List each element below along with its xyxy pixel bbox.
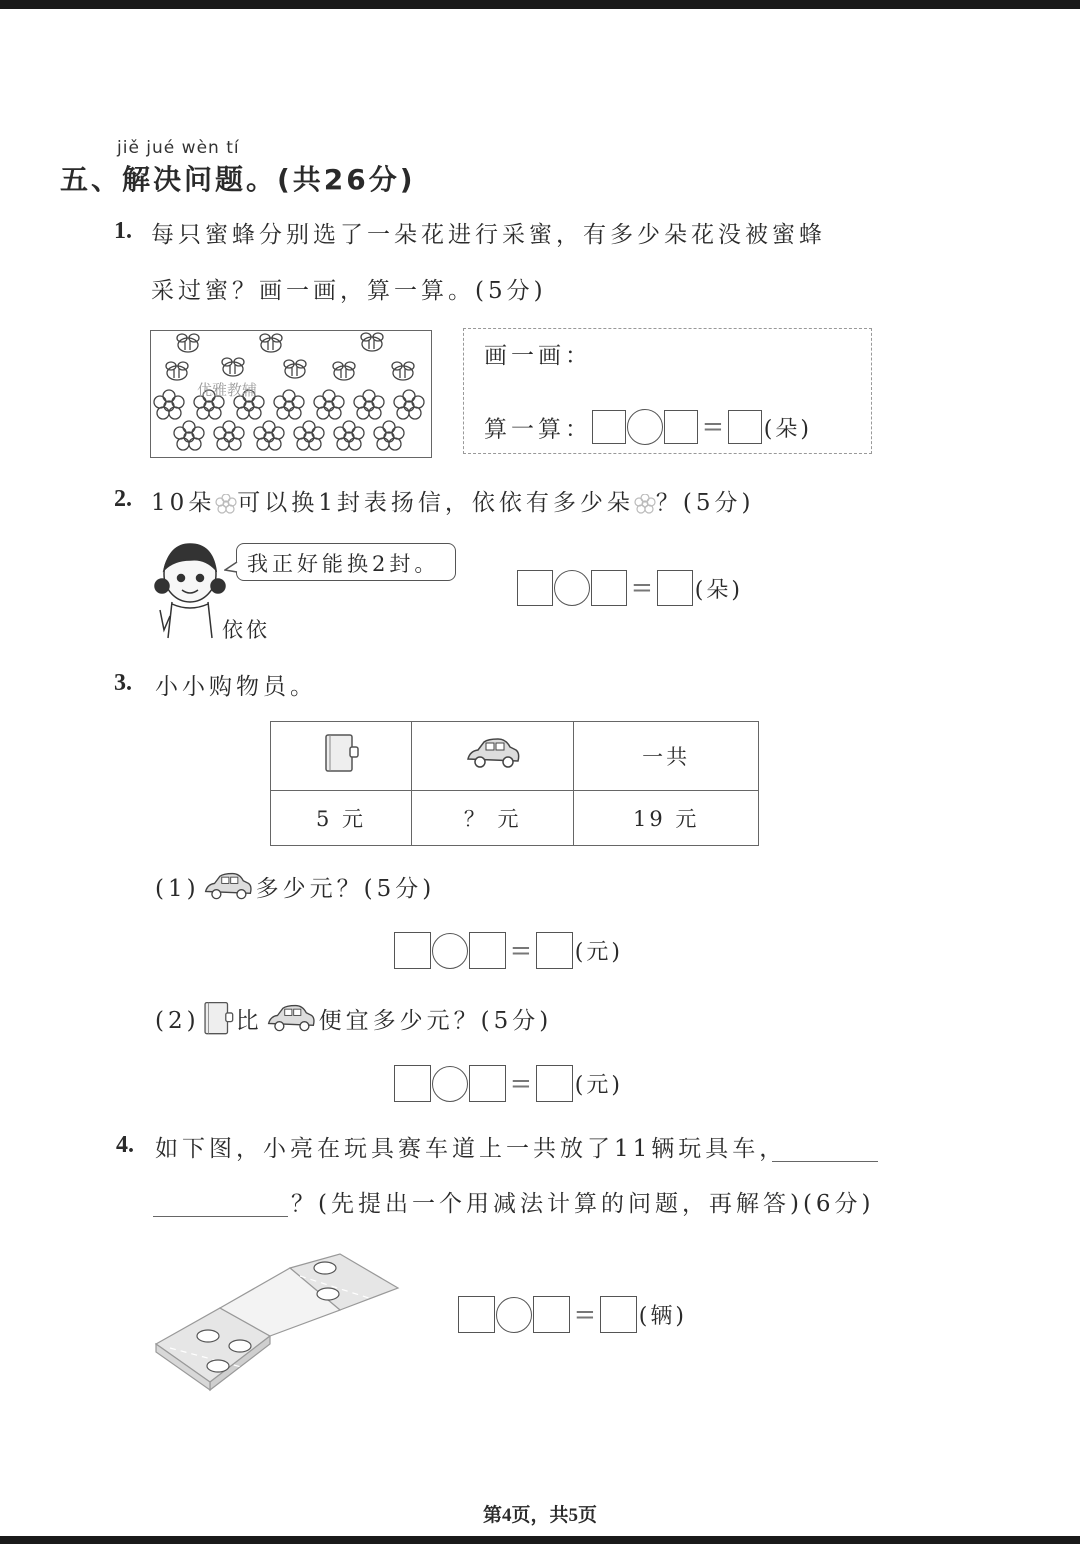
q2-text-c: ？(5分) bbox=[655, 490, 755, 516]
equals-sign: = bbox=[702, 412, 724, 442]
unit-label: (朵) bbox=[763, 416, 812, 442]
bee-icon bbox=[260, 334, 282, 352]
unit-label: (朵) bbox=[694, 577, 743, 603]
sub2-prefix: (2) bbox=[155, 1008, 200, 1034]
flower-icon bbox=[314, 390, 344, 419]
q4-equation bbox=[458, 1296, 687, 1333]
car-icon bbox=[317, 1288, 339, 1300]
flower-icon bbox=[334, 421, 364, 450]
bees-flowers-drawing bbox=[151, 331, 430, 456]
speech-text: 我正好能换2封。 bbox=[247, 552, 440, 576]
top-edge-bar bbox=[0, 0, 1080, 9]
q2-text-a: 10朵 bbox=[151, 490, 216, 516]
total-price: 19 元 bbox=[574, 791, 759, 846]
price-table bbox=[270, 721, 759, 846]
equals-sign: = bbox=[574, 1299, 596, 1330]
answer-box[interactable] bbox=[657, 570, 693, 606]
answer-box[interactable] bbox=[458, 1296, 495, 1333]
bee-icon bbox=[222, 358, 244, 376]
answer-box[interactable] bbox=[536, 1065, 573, 1102]
flower-icon bbox=[154, 390, 184, 419]
girl-name: 依依 bbox=[222, 618, 270, 642]
answer-box[interactable] bbox=[600, 1296, 637, 1333]
q3-sub1-equation bbox=[394, 932, 623, 969]
car-price: ？ 元 bbox=[412, 791, 574, 846]
flower-icon bbox=[214, 421, 244, 450]
q4-text-line1: 如下图，小亮在玩具赛车道上一共放了11辆玩具车， bbox=[155, 1136, 787, 1162]
flower-icon bbox=[394, 390, 424, 419]
answer-box[interactable] bbox=[592, 410, 626, 444]
q1-number: 1. bbox=[114, 218, 132, 244]
car-icon bbox=[314, 1262, 336, 1274]
equals-sign: = bbox=[631, 573, 653, 603]
unit-label: (元) bbox=[574, 1073, 623, 1098]
page-footer: 第4页，共5页 bbox=[482, 1505, 597, 1526]
section-pinyin: jiě jué wèn tí bbox=[117, 138, 240, 158]
unit-label: (元) bbox=[574, 940, 623, 965]
answer-box[interactable] bbox=[469, 932, 506, 969]
answer-blank[interactable] bbox=[772, 1135, 878, 1162]
operator-circle[interactable] bbox=[627, 409, 663, 445]
flower-icon bbox=[294, 421, 324, 450]
answer-box[interactable] bbox=[591, 570, 627, 606]
q4-number: 4. bbox=[116, 1132, 134, 1158]
answer-box[interactable] bbox=[394, 932, 431, 969]
section-title: 五、解决问题。(共26分) bbox=[60, 163, 416, 196]
car-header bbox=[412, 722, 574, 791]
bee-icon bbox=[361, 333, 383, 351]
operator-circle[interactable] bbox=[554, 570, 590, 606]
flower-icon bbox=[274, 390, 304, 419]
speech-bubble bbox=[236, 543, 456, 581]
sub2-text: 便宜多少元？(5分) bbox=[318, 1008, 553, 1034]
sub1-text: 多少元？(5分) bbox=[255, 876, 436, 902]
flower-icon bbox=[634, 494, 656, 514]
sub2-mid: 比 bbox=[235, 1008, 263, 1034]
draw-label: 画一画： bbox=[484, 343, 592, 369]
equals-sign: = bbox=[510, 1068, 532, 1099]
flower-icon bbox=[215, 494, 237, 514]
toy-car-icon bbox=[200, 870, 256, 910]
flower-icon bbox=[374, 421, 404, 450]
q3-number: 3. bbox=[114, 670, 132, 696]
answer-box[interactable] bbox=[664, 410, 698, 444]
q3-title: 小小购物员。 bbox=[155, 674, 317, 700]
q1-text-line1: 每只蜜蜂分别选了一朵花进行采蜜，有多少朵花没被蜜蜂 bbox=[151, 222, 826, 248]
q4-text-line2: ？(先提出一个用减法计算的问题，再解答)(6分) bbox=[291, 1191, 875, 1217]
bee-icon bbox=[284, 360, 306, 378]
flower-icon bbox=[354, 390, 384, 419]
q2-text-b: 可以换1封表扬信，依依有多少朵 bbox=[237, 490, 634, 516]
answer-box[interactable] bbox=[517, 570, 553, 606]
race-track-drawing bbox=[150, 1248, 402, 1393]
bees-flowers-illustration bbox=[150, 330, 432, 458]
answer-box[interactable] bbox=[533, 1296, 570, 1333]
bee-icon bbox=[392, 362, 414, 380]
notebook-icon bbox=[321, 732, 361, 776]
car-icon bbox=[197, 1330, 219, 1342]
answer-box[interactable] bbox=[469, 1065, 506, 1102]
toy-car-icon bbox=[464, 735, 522, 773]
bee-icon bbox=[333, 362, 355, 380]
car-icon bbox=[229, 1340, 251, 1352]
notebook-icon bbox=[200, 1000, 236, 1044]
q1-text-line2: 采过蜜？画一画，算一算。(5分) bbox=[151, 278, 547, 304]
bee-icon bbox=[177, 334, 199, 352]
unit-label: (辆) bbox=[638, 1304, 687, 1329]
calc-label: 算一算： bbox=[484, 416, 592, 443]
race-track-illustration bbox=[150, 1248, 402, 1397]
q3-sub1 bbox=[155, 870, 435, 910]
operator-circle[interactable] bbox=[496, 1297, 532, 1333]
watermark: 优雅教辅 bbox=[197, 381, 258, 399]
notebook-header bbox=[271, 722, 412, 791]
q2-text bbox=[151, 484, 755, 517]
equals-sign: = bbox=[510, 935, 532, 966]
q3-sub2 bbox=[155, 1000, 552, 1044]
operator-circle[interactable] bbox=[432, 1066, 468, 1102]
answer-blank[interactable] bbox=[153, 1190, 288, 1217]
q3-sub2-equation bbox=[394, 1065, 623, 1102]
car-icon bbox=[207, 1360, 229, 1372]
q1-equation bbox=[484, 409, 812, 445]
flower-icon bbox=[254, 421, 284, 450]
flower-icon bbox=[174, 421, 204, 450]
q2-equation bbox=[517, 570, 743, 606]
toy-car-icon bbox=[263, 1002, 319, 1042]
answer-box[interactable] bbox=[728, 410, 762, 444]
total-header: 一共 bbox=[574, 722, 759, 791]
answer-box[interactable] bbox=[536, 932, 573, 969]
bee-icon bbox=[166, 362, 188, 380]
q2-number: 2. bbox=[114, 486, 132, 512]
bubble-tail bbox=[224, 560, 238, 576]
draw-calc-area bbox=[463, 328, 872, 454]
sub1-prefix: (1) bbox=[155, 876, 200, 902]
operator-circle[interactable] bbox=[432, 933, 468, 969]
bottom-edge-bar bbox=[0, 1536, 1080, 1544]
answer-box[interactable] bbox=[394, 1065, 431, 1102]
notebook-price: 5 元 bbox=[271, 791, 412, 846]
